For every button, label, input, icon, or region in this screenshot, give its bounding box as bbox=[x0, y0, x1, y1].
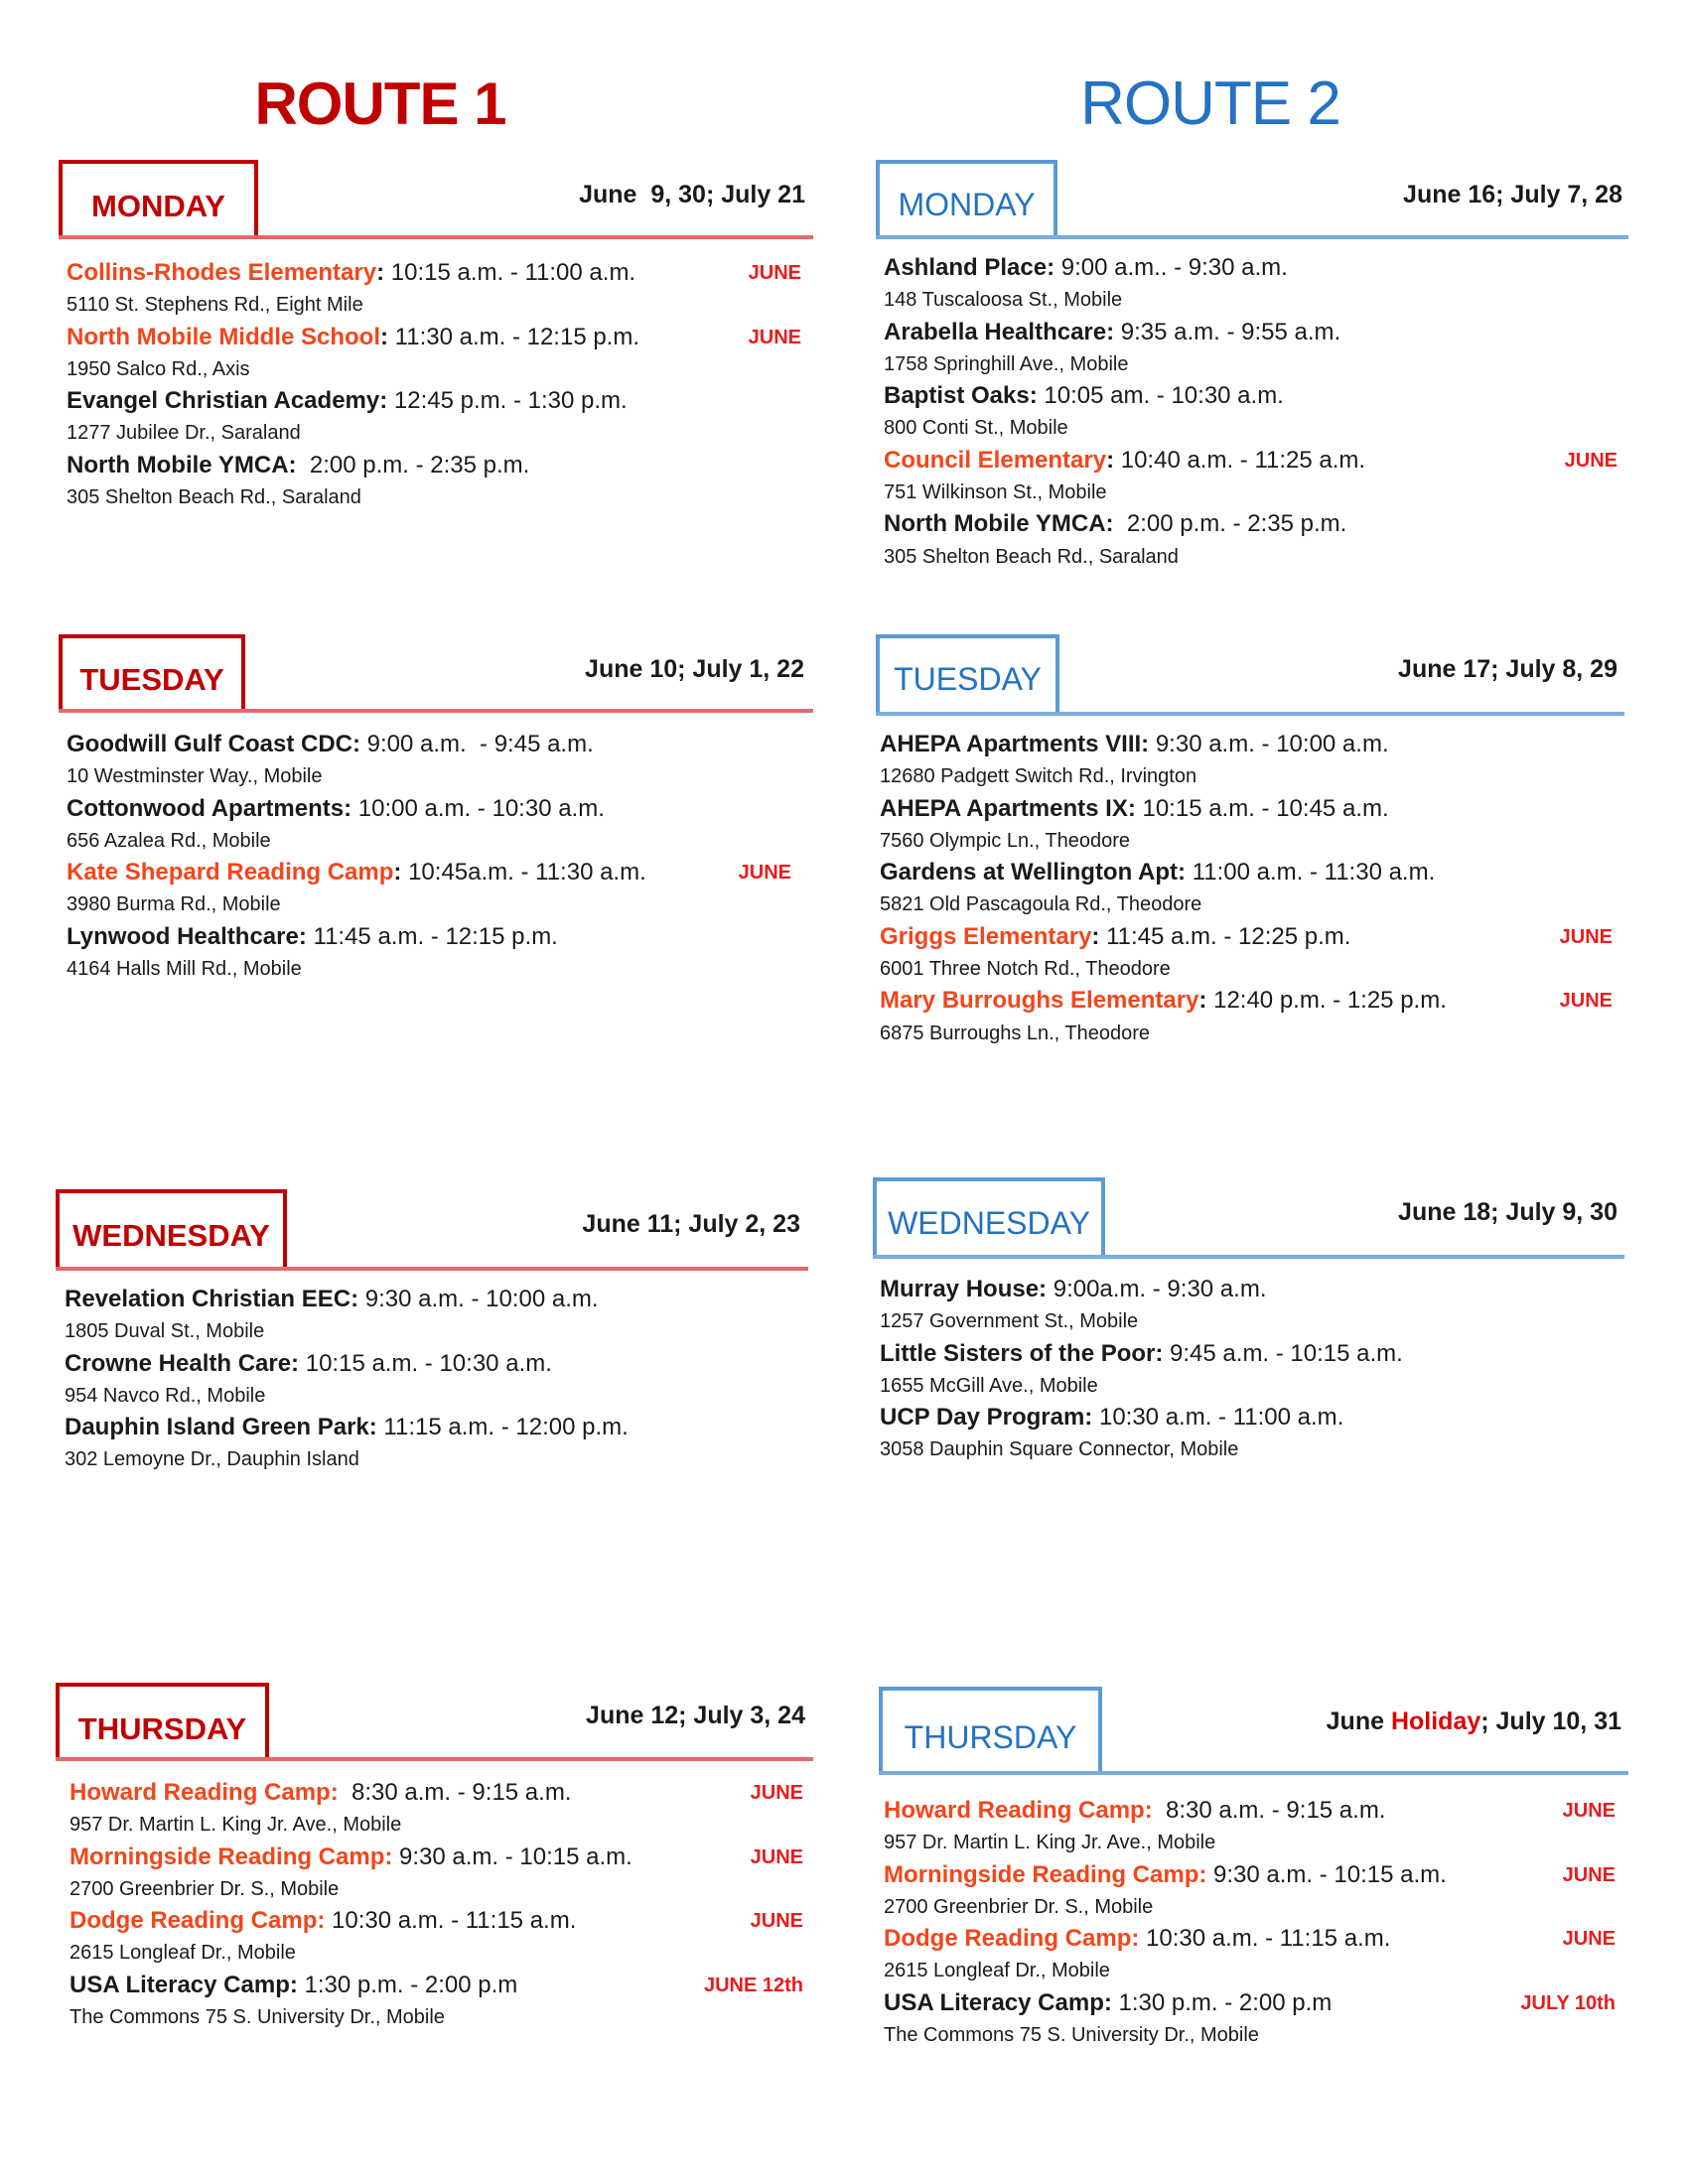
stop-month-tag: JUNE bbox=[1562, 1800, 1616, 1822]
stop-heading bbox=[67, 921, 791, 953]
stop bbox=[70, 1905, 803, 1970]
stop-time: 2:00 p.m. - 2:35 p.m. bbox=[296, 451, 530, 478]
stop-address: 6875 Burroughs Ln., Theodore bbox=[880, 1022, 1151, 1044]
day-label-box bbox=[879, 1687, 1102, 1773]
stop-time: 11:45 a.m. - 12:25 p.m. bbox=[1099, 922, 1351, 950]
stop-name: Murray House: bbox=[880, 1276, 1048, 1302]
stop-address: 305 Shelton Beach Rd., Saraland bbox=[884, 545, 1179, 568]
stop-name: Griggs Elementary bbox=[880, 922, 1092, 950]
stop-month-tag: JUNE bbox=[738, 862, 791, 885]
stop-time: 2:00 p.m. - 2:35 p.m. bbox=[1113, 510, 1347, 538]
stop-list bbox=[880, 729, 1613, 1049]
stop-address: 2700 Greenbrier Dr. S., Mobile bbox=[70, 1877, 340, 1900]
stop-heading bbox=[880, 985, 1613, 1017]
stop-time: 11:30 a.m. - 12:15 p.m. bbox=[387, 323, 640, 350]
day-label: TUESDAY bbox=[894, 661, 1042, 697]
stop-heading bbox=[884, 1859, 1616, 1891]
stop-address: 4164 Halls Mill Rd., Mobile bbox=[67, 958, 302, 981]
date-text: ; July 10, 31 bbox=[1480, 1707, 1621, 1735]
stop-address: 656 Azalea Rd., Mobile bbox=[67, 829, 271, 852]
stop-month-tag: JUNE bbox=[1562, 1928, 1616, 1951]
date-text: June 17; July 8, 29 bbox=[1398, 655, 1618, 683]
stop-list bbox=[65, 1284, 800, 1476]
day-dates bbox=[1403, 180, 1622, 209]
stop bbox=[884, 445, 1618, 509]
stop-heading bbox=[70, 1970, 803, 2001]
stop bbox=[67, 385, 801, 450]
stop bbox=[67, 450, 801, 514]
stop-month-tag: JUNE bbox=[1562, 1863, 1616, 1886]
stop-separator: : bbox=[393, 859, 402, 887]
stop-name: Morningside Reading Camp: bbox=[70, 1843, 393, 1870]
stop-name: AHEPA Apartments VIII: bbox=[880, 731, 1150, 757]
day-label: WEDNESDAY bbox=[888, 1205, 1090, 1241]
section-divider bbox=[879, 1771, 1628, 1775]
stop-address: 5110 St. Stephens Rd., Eight Mile bbox=[67, 294, 363, 317]
stop-heading bbox=[67, 857, 791, 888]
stop-address: 1950 Salco Rd., Axis bbox=[67, 357, 250, 380]
stop bbox=[884, 380, 1618, 445]
stop-name: Collins-Rhodes Elementary bbox=[67, 259, 377, 286]
stop-name: Kate Shepard Reading Camp bbox=[67, 859, 394, 887]
stop bbox=[65, 1412, 800, 1476]
stop bbox=[67, 322, 801, 386]
day-label-box bbox=[56, 1189, 287, 1269]
day-label-box bbox=[56, 1683, 269, 1759]
stop-month-tag: JUNE bbox=[1564, 449, 1618, 472]
date-text: June 11; July 2, 23 bbox=[582, 1210, 800, 1238]
stop bbox=[67, 857, 791, 921]
day-dates bbox=[582, 1209, 800, 1239]
date-text: June 18; July 9, 30 bbox=[1398, 1198, 1618, 1226]
stop-heading bbox=[884, 1987, 1616, 2019]
stop-heading bbox=[67, 322, 801, 353]
stop bbox=[884, 317, 1618, 381]
stop-heading bbox=[884, 317, 1618, 348]
stop-time: 10:45a.m. - 11:30 a.m. bbox=[401, 859, 646, 887]
stop bbox=[884, 1859, 1616, 1924]
stop-heading bbox=[65, 1348, 800, 1380]
stop-time: 10:40 a.m. - 11:25 a.m. bbox=[1114, 446, 1366, 474]
stop bbox=[884, 1795, 1616, 1859]
stop-heading bbox=[884, 1795, 1616, 1827]
stop-name: Dauphin Island Green Park: bbox=[65, 1414, 377, 1441]
stop-time: 9:30 a.m. - 10:00 a.m. bbox=[1149, 731, 1389, 757]
stop-time: 10:00 a.m. - 10:30 a.m. bbox=[352, 794, 605, 822]
stop-name: UCP Day Program: bbox=[880, 1404, 1093, 1432]
stop-name: Goodwill Gulf Coast CDC: bbox=[67, 731, 360, 757]
stop-name: Gardens at Wellington Apt: bbox=[880, 859, 1187, 887]
stop-heading bbox=[67, 729, 791, 760]
stop-name: Council Elementary bbox=[884, 446, 1107, 474]
stop-address: 305 Shelton Beach Rd., Saraland bbox=[67, 486, 361, 509]
section-divider bbox=[59, 709, 813, 713]
stop-time: 10:30 a.m. - 11:00 a.m. bbox=[1092, 1404, 1344, 1432]
stop-name: Howard Reading Camp: bbox=[70, 1779, 339, 1806]
stop-month-tag: JUNE 12th bbox=[703, 1974, 803, 1996]
section-divider bbox=[876, 712, 1624, 716]
stop-address: 2700 Greenbrier Dr. S., Mobile bbox=[884, 1895, 1154, 1918]
stop bbox=[880, 793, 1613, 858]
stop-heading bbox=[880, 729, 1613, 760]
stop-name: USA Literacy Camp: bbox=[884, 1988, 1112, 2016]
stop-heading bbox=[880, 1402, 1618, 1433]
date-text: June 16; July 7, 28 bbox=[1403, 181, 1622, 208]
day-dates bbox=[1398, 654, 1618, 684]
stop-month-tag: JUNE bbox=[748, 326, 801, 348]
stop-time: 10:15 a.m. - 11:00 a.m. bbox=[384, 259, 636, 286]
stop-month-tag: JUNE bbox=[1559, 990, 1613, 1013]
stop-month-tag: JUNE bbox=[750, 1782, 803, 1804]
stop-address: 957 Dr. Martin L. King Jr. Ave., Mobile bbox=[70, 1814, 402, 1837]
stop bbox=[67, 257, 801, 322]
stop-address: 800 Conti St., Mobile bbox=[884, 417, 1068, 440]
stop-address: 302 Lemoyne Dr., Dauphin Island bbox=[65, 1448, 359, 1471]
stop bbox=[880, 1402, 1618, 1466]
stop bbox=[67, 921, 791, 986]
stop-name: Ashland Place: bbox=[884, 254, 1055, 281]
stop bbox=[65, 1348, 800, 1413]
stop-address: 1805 Duval St., Mobile bbox=[65, 1320, 265, 1343]
stop-time: 9:45 a.m. - 10:15 a.m. bbox=[1163, 1339, 1403, 1367]
stop-separator: : bbox=[376, 259, 385, 286]
stop-list bbox=[880, 1274, 1618, 1466]
stop-time: 9:30 a.m. - 10:00 a.m. bbox=[358, 1286, 599, 1312]
stop-heading bbox=[65, 1284, 800, 1315]
stop-separator: : bbox=[1198, 987, 1207, 1015]
stop-name: Mary Burroughs Elementary bbox=[880, 987, 1199, 1015]
stop-name: Dodge Reading Camp: bbox=[884, 1925, 1140, 1953]
stop-time: 11:15 a.m. - 12:00 p.m. bbox=[376, 1414, 629, 1441]
stop-heading bbox=[70, 1905, 803, 1937]
stop-month-tag: JUNE bbox=[748, 262, 801, 284]
day-dates bbox=[1398, 1197, 1618, 1227]
stop-heading bbox=[884, 380, 1618, 412]
stop-address: 3058 Dauphin Square Connector, Mobile bbox=[880, 1438, 1239, 1461]
stop-list bbox=[70, 1777, 803, 2033]
stop-address: 2615 Longleaf Dr., Mobile bbox=[884, 1960, 1110, 1982]
holiday-note: Holiday bbox=[1390, 1707, 1481, 1735]
stop bbox=[884, 252, 1618, 317]
stop bbox=[880, 1274, 1618, 1338]
day-label: TUESDAY bbox=[79, 662, 224, 697]
section-divider bbox=[876, 235, 1628, 239]
stop bbox=[884, 508, 1618, 573]
route-1-title: ROUTE 1 bbox=[254, 70, 506, 137]
stop-time: 10:30 a.m. - 11:15 a.m. bbox=[325, 1907, 577, 1935]
stop-separator: : bbox=[379, 323, 388, 350]
day-dates bbox=[579, 180, 805, 209]
stop-list bbox=[67, 257, 801, 513]
stop-time: 9:00a.m. - 9:30 a.m. bbox=[1047, 1276, 1267, 1302]
section-divider bbox=[56, 1267, 808, 1271]
stop-time: 9:00 a.m. - 9:45 a.m. bbox=[359, 731, 594, 757]
stop-address: The Commons 75 S. University Dr., Mobile bbox=[884, 2024, 1259, 2047]
stop bbox=[880, 921, 1613, 986]
stop-heading bbox=[70, 1777, 803, 1809]
stop-name: North Mobile Middle School bbox=[67, 323, 380, 350]
stop-name: Evangel Christian Academy: bbox=[67, 387, 388, 415]
section-divider bbox=[59, 235, 813, 239]
stop-time: 10:30 a.m. - 11:15 a.m. bbox=[1139, 1925, 1391, 1953]
stop-heading bbox=[67, 385, 801, 417]
stop-address: 3980 Burma Rd., Mobile bbox=[67, 893, 281, 916]
stop-name: Cottonwood Apartments: bbox=[67, 794, 352, 822]
stop-address: 1277 Jubilee Dr., Saraland bbox=[67, 422, 301, 445]
section-divider bbox=[56, 1757, 813, 1761]
section-divider bbox=[873, 1255, 1624, 1259]
stop-time: 12:40 p.m. - 1:25 p.m. bbox=[1206, 987, 1447, 1015]
stop-address: 957 Dr. Martin L. King Jr. Ave., Mobile bbox=[884, 1832, 1216, 1854]
date-text: June 12; July 3, 24 bbox=[586, 1702, 805, 1729]
stop-name: Howard Reading Camp: bbox=[884, 1797, 1153, 1824]
stop-heading bbox=[67, 257, 801, 289]
stop-heading bbox=[884, 252, 1618, 284]
stop-time: 9:35 a.m. - 9:55 a.m. bbox=[1114, 318, 1341, 345]
stop bbox=[884, 1923, 1616, 1987]
day-label-box bbox=[873, 1177, 1105, 1257]
stop-address: 1655 McGill Ave., Mobile bbox=[880, 1374, 1098, 1397]
stop-address: 10 Westminster Way., Mobile bbox=[67, 765, 323, 788]
stop-heading bbox=[884, 1923, 1616, 1955]
day-dates bbox=[1327, 1706, 1621, 1736]
stop-list bbox=[67, 729, 791, 985]
stop bbox=[880, 1338, 1618, 1403]
stop-address: 5821 Old Pascagoula Rd., Theodore bbox=[880, 893, 1202, 916]
stop-month-tag: JULY 10th bbox=[1520, 1991, 1616, 2014]
stop-heading bbox=[65, 1412, 800, 1443]
day-label: THURSDAY bbox=[77, 1711, 247, 1746]
date-text: June 9, 30; July 21 bbox=[579, 181, 805, 208]
stop-name: Arabella Healthcare: bbox=[884, 318, 1115, 345]
stop-address: 6001 Three Notch Rd., Theodore bbox=[880, 958, 1171, 981]
stop-time: 11:45 a.m. - 12:15 p.m. bbox=[306, 922, 558, 950]
stop-name: Revelation Christian EEC: bbox=[65, 1286, 359, 1312]
stop-name: AHEPA Apartments IX: bbox=[880, 794, 1136, 822]
stop-time: 8:30 a.m. - 9:15 a.m. bbox=[338, 1779, 572, 1806]
stop-time: 1:30 p.m. - 2:00 p.m bbox=[1111, 1988, 1333, 2016]
stop-list bbox=[884, 252, 1618, 573]
stop-month-tag: JUNE bbox=[750, 1845, 803, 1868]
stop bbox=[70, 1842, 803, 1906]
stop-time: 11:00 a.m. - 11:30 a.m. bbox=[1186, 859, 1436, 887]
stop-heading bbox=[880, 1338, 1618, 1370]
stop-name: Baptist Oaks: bbox=[884, 382, 1038, 410]
stop-address: 12680 Padgett Switch Rd., Irvington bbox=[880, 765, 1197, 788]
stop-time: 8:30 a.m. - 9:15 a.m. bbox=[1152, 1797, 1386, 1824]
stop-time: 9:30 a.m. - 10:15 a.m. bbox=[1206, 1860, 1447, 1888]
day-label-box bbox=[59, 634, 245, 711]
stop-name: North Mobile YMCA: bbox=[884, 510, 1114, 538]
day-label: MONDAY bbox=[91, 189, 225, 223]
stop-name: Lynwood Healthcare: bbox=[67, 922, 307, 950]
stop-time: 9:30 a.m. - 10:15 a.m. bbox=[392, 1843, 633, 1870]
stop-heading bbox=[70, 1842, 803, 1873]
stop-address: 7560 Olympic Ln., Theodore bbox=[880, 829, 1131, 852]
day-label: THURSDAY bbox=[904, 1719, 1077, 1755]
stop-heading bbox=[880, 857, 1613, 888]
stop-name: Morningside Reading Camp: bbox=[884, 1860, 1207, 1888]
stop-time: 10:15 a.m. - 10:30 a.m. bbox=[299, 1349, 552, 1377]
day-dates bbox=[586, 1701, 805, 1730]
stop-name: North Mobile YMCA: bbox=[67, 451, 297, 478]
stop-address: 2615 Longleaf Dr., Mobile bbox=[70, 1942, 296, 1965]
stop-month-tag: JUNE bbox=[1559, 925, 1613, 948]
stop-address: 148 Tuscaloosa St., Mobile bbox=[884, 289, 1123, 312]
stop bbox=[884, 1987, 1616, 2052]
stop-name: Dodge Reading Camp: bbox=[70, 1907, 326, 1935]
stop-name: Crowne Health Care: bbox=[65, 1349, 300, 1377]
stop-heading bbox=[67, 793, 791, 825]
stop bbox=[880, 985, 1613, 1049]
stop bbox=[70, 1970, 803, 2034]
day-label: MONDAY bbox=[898, 187, 1036, 222]
stop-heading bbox=[880, 921, 1613, 953]
stop-time: 12:45 p.m. - 1:30 p.m. bbox=[387, 387, 628, 415]
stop-separator: : bbox=[1106, 446, 1115, 474]
stop-heading bbox=[884, 508, 1618, 540]
stop-month-tag: JUNE bbox=[750, 1910, 803, 1933]
day-label: WEDNESDAY bbox=[72, 1218, 270, 1253]
stop bbox=[880, 857, 1613, 921]
stop-heading bbox=[67, 450, 801, 481]
stop-list bbox=[884, 1795, 1616, 2051]
stop bbox=[67, 729, 791, 793]
route-2-title: ROUTE 2 bbox=[1080, 69, 1340, 138]
day-label-box bbox=[59, 160, 258, 237]
stop-address: 954 Navco Rd., Mobile bbox=[65, 1384, 266, 1407]
date-text: June 10; July 1, 22 bbox=[585, 655, 804, 683]
stop bbox=[880, 729, 1613, 793]
stop-time: 10:05 am. - 10:30 a.m. bbox=[1037, 382, 1284, 410]
stop-separator: : bbox=[1091, 922, 1100, 950]
day-dates bbox=[585, 654, 804, 684]
stop-time: 9:00 a.m.. - 9:30 a.m. bbox=[1055, 254, 1288, 281]
stop-time: 1:30 p.m. - 2:00 p.m bbox=[297, 1971, 518, 1998]
stop-address: 1758 Springhill Ave., Mobile bbox=[884, 352, 1129, 375]
stop-name: Little Sisters of the Poor: bbox=[880, 1339, 1164, 1367]
date-text: June bbox=[1326, 1707, 1391, 1735]
stop-heading bbox=[884, 445, 1618, 477]
stop-address: 751 Wilkinson St., Mobile bbox=[884, 481, 1107, 504]
stop-name: USA Literacy Camp: bbox=[70, 1971, 298, 1998]
stop bbox=[65, 1284, 800, 1348]
day-label-box bbox=[876, 160, 1057, 237]
stop-heading bbox=[880, 793, 1613, 825]
stop-address: The Commons 75 S. University Dr., Mobile bbox=[70, 2006, 445, 2029]
stop bbox=[70, 1777, 803, 1842]
stop-time: 10:15 a.m. - 10:45 a.m. bbox=[1135, 794, 1389, 822]
day-label-box bbox=[876, 634, 1059, 714]
stop-heading bbox=[880, 1274, 1618, 1305]
stop bbox=[67, 793, 791, 858]
stop-address: 1257 Government St., Mobile bbox=[880, 1310, 1139, 1333]
